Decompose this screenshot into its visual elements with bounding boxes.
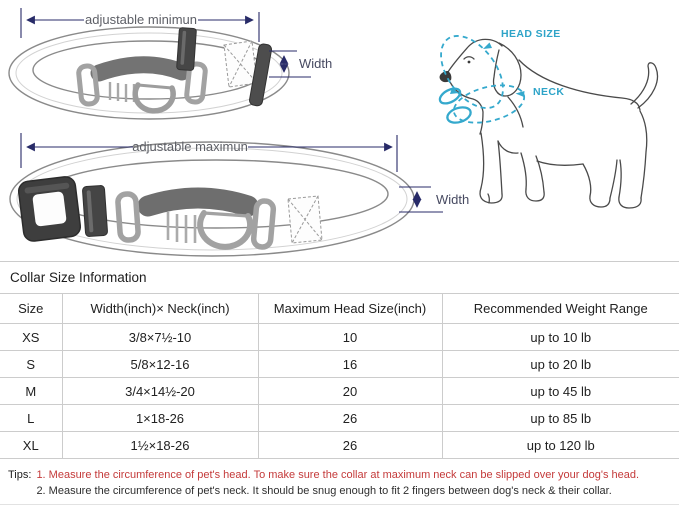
cell-width-neck: 1½×18-26: [62, 432, 258, 459]
max-width-label: Width: [436, 192, 470, 207]
col-header-size: Size: [0, 294, 62, 324]
table-row-s: [0, 351, 679, 378]
dog-drawing: [440, 39, 658, 208]
cell-size: M: [0, 378, 62, 405]
tip-2: 2. Measure the circumference of pet's neck. It should be snug enough to fit 2 fingers between dog's neck & their collar.: [36, 485, 612, 497]
cell-weight: up to 20 lb: [442, 351, 679, 378]
buckle: [18, 176, 82, 242]
cell-weight: up to 85 lb: [442, 405, 679, 432]
collar-max-drawing: [10, 142, 414, 256]
cell-size: XS: [0, 324, 62, 351]
dog-tail: [631, 63, 657, 108]
col-header-head-size: Maximum Head Size(inch): [258, 294, 442, 324]
tips-lines: [36, 467, 639, 499]
head-size-label: HEAD SIZE: [501, 28, 561, 40]
col-header-weight: Recommended Weight Range: [442, 294, 679, 324]
tips-section: [0, 460, 679, 505]
table-title: Collar Size Information: [0, 262, 679, 294]
tips-label: Tips:: [8, 469, 32, 481]
cell-width-neck: 3/8×7½-10: [62, 324, 258, 351]
cell-head-size: 16: [258, 351, 442, 378]
table-row-m: [0, 378, 679, 405]
cell-width-neck: 1×18-26: [62, 405, 258, 432]
cell-head-size: 10: [258, 324, 442, 351]
cell-width-neck: 3/4×14½-20: [62, 378, 258, 405]
neck-label: NECK: [533, 86, 565, 98]
cell-weight: up to 120 lb: [442, 432, 679, 459]
cell-head-size: 26: [258, 405, 442, 432]
adjustable-min-label: adjustable minimun: [84, 12, 198, 27]
table-row-xl: [0, 432, 679, 459]
dog-eye: [468, 61, 471, 64]
collar-min-drawing: [9, 27, 289, 119]
cell-head-size: 26: [258, 432, 442, 459]
cell-size: XL: [0, 432, 62, 459]
cell-weight: up to 45 lb: [442, 378, 679, 405]
size-table: [0, 261, 679, 459]
col-header-width-neck: Width(inch)× Neck(inch): [62, 294, 258, 324]
min-width-label: Width: [299, 56, 333, 71]
cell-size: S: [0, 351, 62, 378]
cell-weight: up to 10 lb: [442, 324, 679, 351]
table-title-row: [0, 262, 679, 294]
neck-loop-arrow-icon: [516, 91, 525, 97]
tip-1: 1. Measure the circumference of pet's head. To make sure the collar at maximum neck can be slipped over your dog's head.: [36, 469, 640, 481]
cell-size: L: [0, 405, 62, 432]
cell-head-size: 20: [258, 378, 442, 405]
cell-width-neck: 5/8×12-16: [62, 351, 258, 378]
crosshatch-patch: [224, 41, 257, 87]
table-row-l: [0, 405, 679, 432]
table-header-row: [0, 294, 679, 324]
table-row-xs: [0, 324, 679, 351]
adjustable-max-label: adjustable maximun: [132, 139, 248, 154]
head-loop-arrow-icon: [483, 43, 492, 50]
